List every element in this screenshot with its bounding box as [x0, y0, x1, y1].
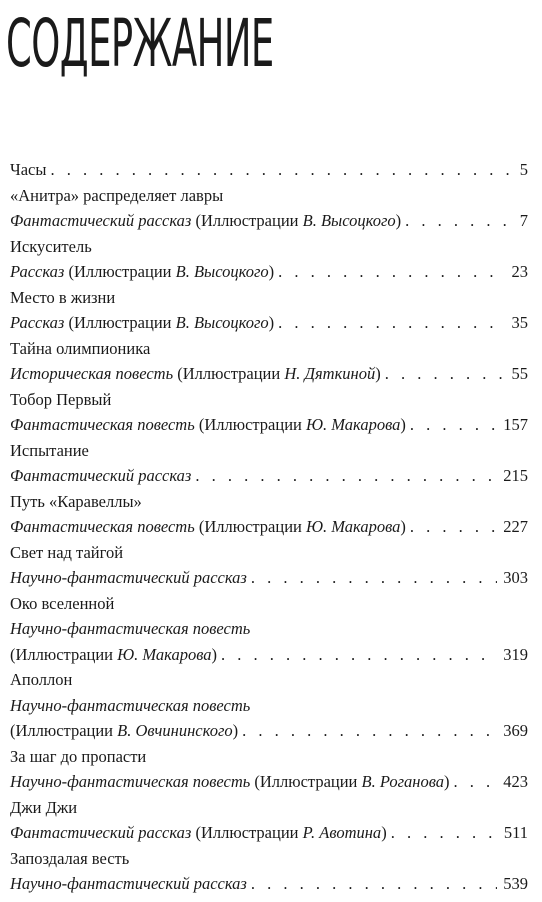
- illustrator-name: Ю. Макарова: [306, 517, 401, 536]
- entry-description: [10, 820, 387, 846]
- closing-parenthesis: ): [400, 517, 406, 536]
- page-number: 157: [503, 415, 528, 434]
- toc-line: [10, 667, 528, 693]
- toc-line: [10, 565, 528, 591]
- entry-title: Тобор Первый: [10, 389, 112, 409]
- entry-genre: Научно-фантастический рассказ: [10, 568, 247, 587]
- toc-entry[interactable]: [10, 285, 528, 336]
- dot-leader: [50, 157, 513, 183]
- page-number: 23: [511, 262, 528, 281]
- illustrator-name: Ю. Макарова: [306, 415, 401, 434]
- toc-line: [10, 616, 528, 642]
- closing-parenthesis: ): [381, 823, 387, 842]
- toc-entry[interactable]: [10, 387, 528, 438]
- entry-title: За шаг до пропасти: [10, 746, 147, 766]
- dot-leader: [410, 412, 497, 438]
- toc-entry[interactable]: [10, 795, 528, 846]
- toc-line: [10, 157, 528, 183]
- dot-leader: [278, 310, 505, 336]
- illustration-prefix: (Иллюстрации: [68, 313, 172, 332]
- toc-line: [10, 183, 528, 209]
- illustration-prefix: (Иллюстрации: [195, 823, 299, 842]
- toc-line: [10, 208, 528, 234]
- page-number: 5: [519, 160, 528, 179]
- toc-line: [10, 361, 528, 387]
- entry-genre: Научно-фантастический рассказ: [10, 874, 247, 893]
- illustrator-name: Р. Авотина: [302, 823, 382, 842]
- entry-genre: Научно-фантастическая повесть: [10, 695, 251, 715]
- toc-entry[interactable]: [10, 438, 528, 489]
- illustrator-name: Ю. Макарова: [117, 644, 212, 664]
- toc-entry[interactable]: [10, 234, 528, 285]
- dot-leader: [454, 769, 498, 795]
- dot-leader: [278, 259, 505, 285]
- dot-leader: [221, 642, 497, 668]
- page-number: 303: [503, 568, 528, 587]
- dot-leader: [410, 514, 497, 540]
- entry-genre: Фантастический рассказ: [10, 823, 192, 842]
- toc-line: [10, 871, 528, 897]
- dot-leader: [405, 208, 514, 234]
- page-number: 369: [503, 721, 528, 740]
- entry-title: Джи Джи: [10, 797, 78, 817]
- page-number: 511: [503, 823, 528, 842]
- illustrator-name: В. Высоцкого: [302, 211, 396, 230]
- toc-line: [10, 693, 528, 719]
- entry-description: [10, 310, 274, 336]
- illustrator-name: В. Высоцкого: [175, 313, 269, 332]
- toc-line: [10, 438, 528, 464]
- dot-leader: [251, 565, 497, 591]
- toc-line: [10, 234, 528, 260]
- toc-line: [10, 718, 528, 744]
- entry-title: Испытание: [10, 440, 89, 460]
- closing-parenthesis: ): [375, 364, 381, 383]
- entry-description: [10, 514, 406, 540]
- toc-line: [10, 463, 528, 489]
- toc-line: [10, 259, 528, 285]
- closing-parenthesis: ): [444, 772, 450, 791]
- illustration-prefix: (Иллюстрации: [177, 364, 281, 383]
- toc-line: [10, 591, 528, 617]
- toc-line: [10, 336, 528, 362]
- closing-parenthesis: ): [211, 644, 218, 664]
- page-number: 319: [503, 644, 528, 664]
- toc-entry[interactable]: [10, 744, 528, 795]
- closing-parenthesis: ): [400, 415, 406, 434]
- closing-parenthesis: ): [268, 262, 275, 281]
- entry-genre: Фантастический рассказ: [10, 466, 192, 485]
- illustrator-name: Н. Дяткиной: [284, 364, 376, 383]
- illustrator-name: В. Овчининского: [117, 721, 233, 740]
- entry-description: [10, 259, 274, 285]
- toc-entry[interactable]: [10, 591, 528, 668]
- illustration-prefix: (Иллюстрации: [195, 211, 299, 230]
- toc-line: [10, 285, 528, 311]
- closing-parenthesis: ): [232, 721, 239, 740]
- entry-title: Часы: [10, 160, 47, 179]
- illustration-prefix: (Иллюстрации: [198, 517, 302, 536]
- entry-title: Искуситель: [10, 236, 92, 256]
- toc-line: [10, 412, 528, 438]
- illustrator-name: В. Высоцкого: [175, 262, 269, 281]
- closing-parenthesis: ): [395, 211, 402, 230]
- entry-description: [10, 208, 401, 234]
- page-number: 215: [503, 466, 528, 485]
- toc-line: [10, 820, 528, 846]
- illustration-prefix: (Иллюстрации: [10, 644, 114, 664]
- illustration-prefix: (Иллюстрации: [10, 721, 114, 740]
- entry-genre: Научно-фантастическая повесть: [10, 619, 251, 638]
- illustration-prefix: (Иллюстрации: [254, 772, 358, 791]
- entry-title: Тайна олимпионика: [10, 338, 151, 358]
- entry-title: Око вселенной: [10, 593, 115, 613]
- illustration-prefix: (Иллюстрации: [198, 415, 302, 434]
- dot-leader: [385, 361, 506, 387]
- page-number: 35: [511, 313, 528, 332]
- page-title: СОДЕРЖАНИЕ: [6, 5, 274, 82]
- toc-line: [10, 310, 528, 336]
- toc-entry[interactable]: [10, 489, 528, 540]
- dot-leader: [251, 871, 497, 897]
- toc-line: [10, 540, 528, 566]
- toc-entry[interactable]: [10, 667, 528, 744]
- entry-description: [10, 361, 381, 387]
- toc-line: [10, 795, 528, 821]
- entry-title: Свет над тайгой: [10, 542, 124, 562]
- toc-entry[interactable]: [10, 846, 528, 897]
- entry-description: [10, 412, 406, 438]
- toc-line: [10, 489, 528, 515]
- toc-entry[interactable]: [10, 540, 528, 591]
- entry-genre: Научно-фантастическая повесть: [10, 772, 251, 791]
- toc-line: [10, 846, 528, 872]
- illustration-prefix: (Иллюстрации: [68, 262, 172, 281]
- toc-line: [10, 387, 528, 413]
- entry-description: [10, 718, 238, 744]
- dot-leader: [242, 718, 497, 744]
- toc-line: [10, 642, 528, 668]
- entry-genre: Рассказ: [10, 313, 65, 332]
- illustrator-name: В. Роганова: [361, 772, 444, 791]
- table-of-contents: [10, 157, 528, 897]
- entry-genre: Фантастическая повесть: [10, 517, 195, 536]
- entry-description: [10, 642, 217, 668]
- entry-title: Место в жизни: [10, 287, 116, 307]
- page-number: 539: [503, 874, 528, 893]
- entry-genre: Историческая повесть: [10, 364, 174, 383]
- page-number: 55: [511, 364, 528, 383]
- toc-entry[interactable]: [10, 157, 528, 183]
- page-number: 7: [519, 211, 528, 230]
- page-number: 423: [503, 772, 528, 791]
- dot-leader: [391, 820, 498, 846]
- entry-description: [10, 769, 450, 795]
- entry-title: Запоздалая весть: [10, 848, 130, 868]
- entry-title: Аполлон: [10, 670, 73, 689]
- toc-entry[interactable]: [10, 336, 528, 387]
- closing-parenthesis: ): [268, 313, 275, 332]
- entry-title: Путь «Каравеллы»: [10, 491, 142, 511]
- page-number: 227: [503, 517, 528, 536]
- entry-title: «Анитра» распределяет лавры: [10, 185, 224, 205]
- toc-line: [10, 744, 528, 770]
- toc-line: [10, 769, 528, 795]
- toc-line: [10, 514, 528, 540]
- dot-leader: [195, 463, 497, 489]
- toc-entry[interactable]: [10, 183, 528, 234]
- entry-genre: Фантастическая повесть: [10, 415, 195, 434]
- entry-genre: Рассказ: [10, 262, 65, 281]
- entry-genre: Фантастический рассказ: [10, 211, 192, 230]
